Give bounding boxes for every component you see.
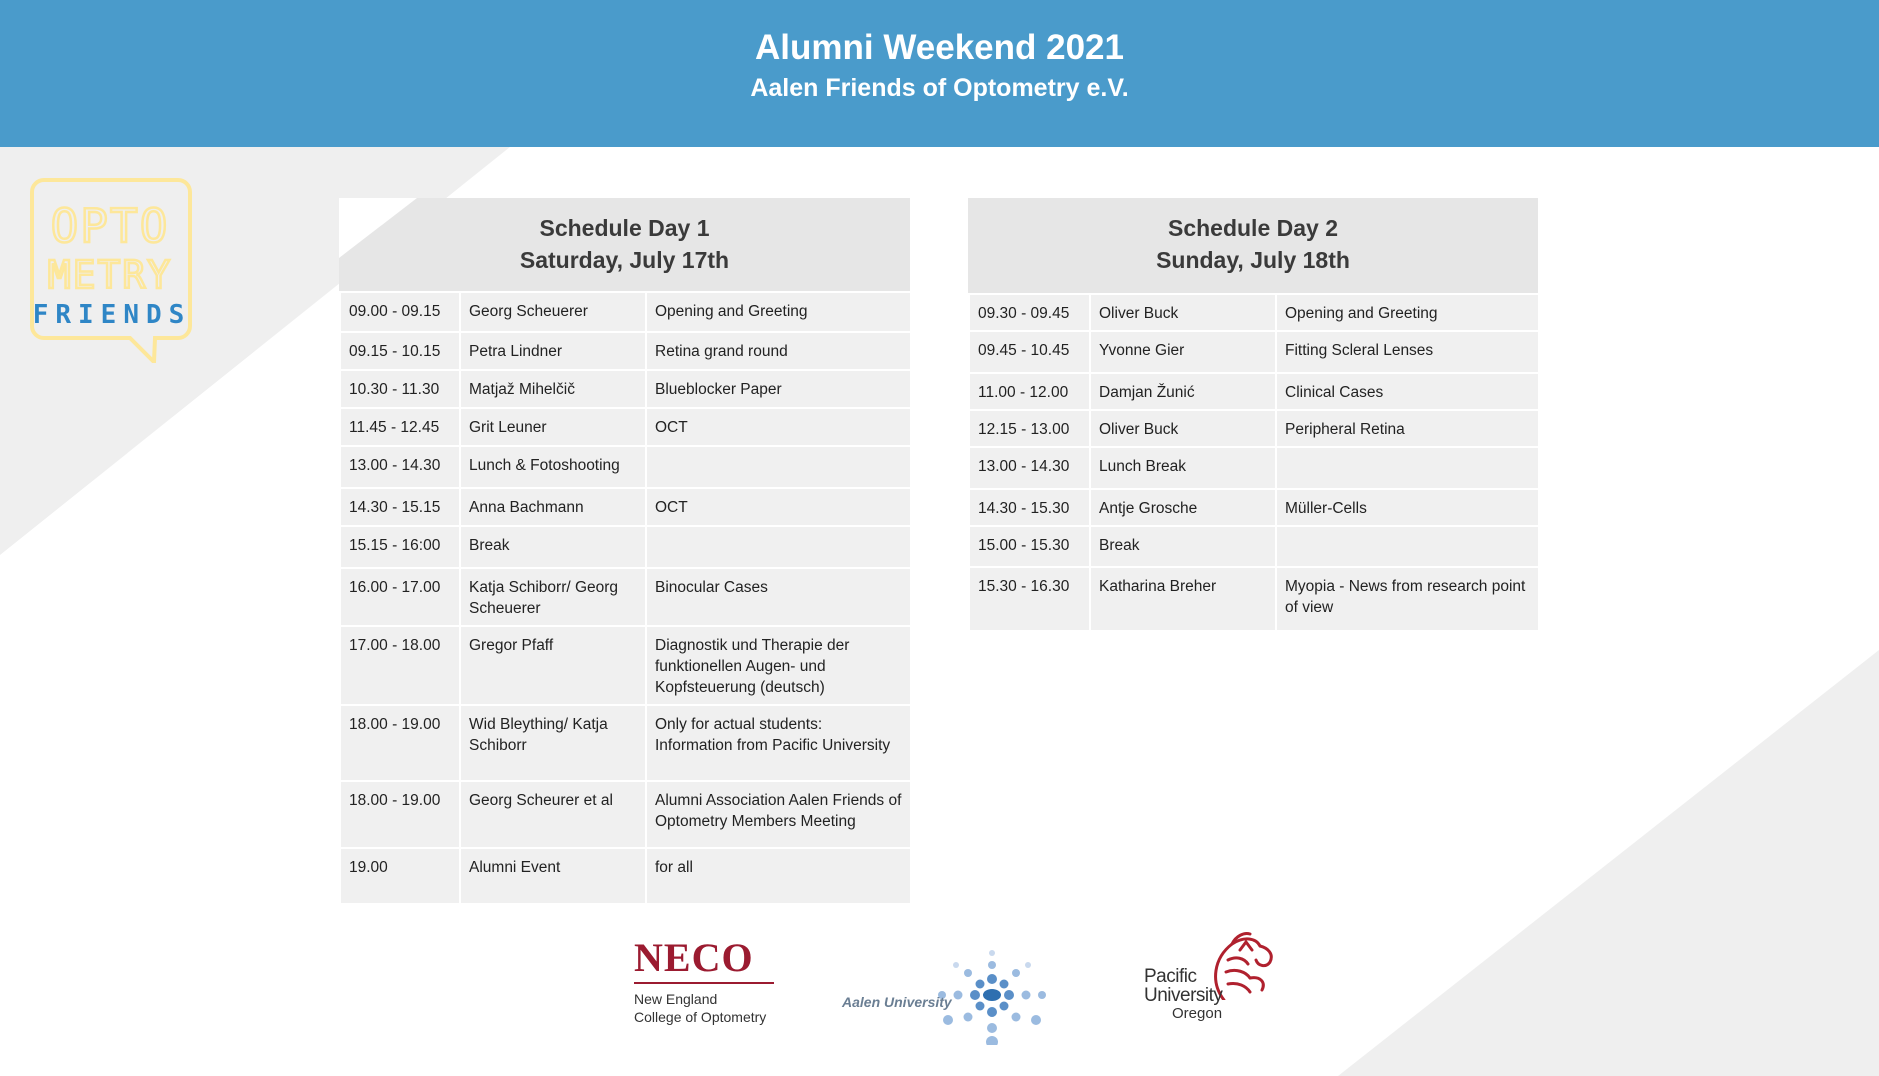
speaker-cell: Oliver Buck xyxy=(1090,294,1276,331)
page-title: Alumni Weekend 2021 xyxy=(755,28,1124,67)
time-cell: 09.30 - 09.45 xyxy=(969,294,1090,331)
schedule-day-2-date: Sunday, July 18th xyxy=(1156,247,1350,273)
time-cell: 15.00 - 15.30 xyxy=(969,526,1090,567)
time-cell: 18.00 - 19.00 xyxy=(340,781,460,848)
header-banner xyxy=(0,0,1879,147)
table-row xyxy=(969,373,1539,410)
topic-cell: Alumni Association Aalen Friends of Optometry Members Meeting xyxy=(646,781,911,848)
table-row xyxy=(969,526,1539,567)
time-cell: 16.00 - 17.00 xyxy=(340,568,460,626)
time-cell: 13.00 - 14.30 xyxy=(969,447,1090,489)
speaker-cell: Wid Bleything/ Katja Schiborr xyxy=(460,705,646,781)
speaker-cell: Antje Grosche xyxy=(1090,489,1276,526)
schedule-day-1-header xyxy=(339,198,910,291)
time-cell: 11.45 - 12.45 xyxy=(340,408,460,446)
topic-cell xyxy=(646,526,911,568)
table-row xyxy=(340,781,911,848)
speaker-cell: Lunch & Fotoshooting xyxy=(460,446,646,488)
table-row xyxy=(969,331,1539,373)
table-row xyxy=(340,292,911,332)
speaker-cell: Gregor Pfaff xyxy=(460,626,646,705)
time-cell: 12.15 - 13.00 xyxy=(969,410,1090,447)
pacific-line-2: University xyxy=(1144,985,1223,1006)
table-row xyxy=(340,446,911,488)
schedule-day-2-table xyxy=(968,293,1540,632)
table-row xyxy=(340,332,911,370)
logo-line-opto: OPTO xyxy=(50,199,170,253)
topic-cell: OCT xyxy=(646,408,911,446)
neco-wordmark: NECO xyxy=(634,935,754,980)
pacific-line-3: Oregon xyxy=(1172,1005,1223,1022)
schedule-day-1-title: Schedule Day 1 xyxy=(539,215,710,241)
speaker-cell: Anna Bachmann xyxy=(460,488,646,526)
speaker-cell: Oliver Buck xyxy=(1090,410,1276,447)
time-cell: 09.15 - 10.15 xyxy=(340,332,460,370)
pacific-line-1: Pacific xyxy=(1144,966,1197,987)
schedule-day-2 xyxy=(968,198,1538,632)
speaker-cell: Georg Scheurer et al xyxy=(460,781,646,848)
table-row xyxy=(969,489,1539,526)
topic-cell xyxy=(646,446,911,488)
time-cell: 15.30 - 16.30 xyxy=(969,567,1090,631)
aalen-university-logo xyxy=(840,945,1060,1045)
time-cell: 09.45 - 10.45 xyxy=(969,331,1090,373)
time-cell: 15.15 - 16:00 xyxy=(340,526,460,568)
schedule-day-2-title: Schedule Day 2 xyxy=(1167,215,1339,241)
table-row xyxy=(340,370,911,408)
table-row xyxy=(340,626,911,705)
speaker-cell: Katharina Breher xyxy=(1090,567,1276,631)
speaker-cell: Lunch Break xyxy=(1090,447,1276,489)
table-row xyxy=(969,567,1539,631)
topic-cell: Retina grand round xyxy=(646,332,911,370)
neco-rule xyxy=(634,982,774,984)
time-cell: 09.00 - 09.15 xyxy=(340,292,460,332)
topic-cell: Opening and Greeting xyxy=(1276,294,1539,331)
logo-line-friends: FRIENDS xyxy=(32,300,192,330)
schedule-day-1-date: Saturday, July 17th xyxy=(519,247,730,273)
time-cell: 11.00 - 12.00 xyxy=(969,373,1090,410)
page-subtitle: Aalen Friends of Optometry e.V. xyxy=(750,74,1129,102)
time-cell: 13.00 - 14.30 xyxy=(340,446,460,488)
topic-cell: Opening and Greeting xyxy=(646,292,911,332)
speaker-cell: Grit Leuner xyxy=(460,408,646,446)
topic-cell: Fitting Scleral Lenses xyxy=(1276,331,1539,373)
topic-cell: Myopia - News from research point of view xyxy=(1276,567,1539,631)
time-cell: 10.30 - 11.30 xyxy=(340,370,460,408)
table-row xyxy=(969,294,1539,331)
speaker-cell: Break xyxy=(1090,526,1276,567)
schedule-day-2-header xyxy=(968,198,1538,293)
speaker-cell: Katja Schiborr/ Georg Scheuerer xyxy=(460,568,646,626)
table-row xyxy=(340,408,911,446)
time-cell: 19.00 xyxy=(340,848,460,904)
topic-cell: Only for actual students: Information from Pacific University xyxy=(646,705,911,781)
neco-logo xyxy=(634,936,779,1026)
schedule-day-1 xyxy=(339,198,910,905)
table-row xyxy=(340,488,911,526)
time-cell: 14.30 - 15.30 xyxy=(969,489,1090,526)
speaker-cell: Damjan Žunić xyxy=(1090,373,1276,410)
topic-cell: for all xyxy=(646,848,911,904)
speaker-cell: Yvonne Gier xyxy=(1090,331,1276,373)
neco-line-1: New England xyxy=(634,991,718,1007)
topic-cell: OCT xyxy=(646,488,911,526)
partner-logos xyxy=(620,930,1280,1040)
topic-cell: Diagnostik und Therapie der funktionellen Augen- und Kopfsteuerung (deutsch) xyxy=(646,626,911,705)
table-row xyxy=(969,410,1539,447)
time-cell: 17.00 - 18.00 xyxy=(340,626,460,705)
speaker-cell: Georg Scheuerer xyxy=(460,292,646,332)
table-row xyxy=(340,568,911,626)
time-cell: 18.00 - 19.00 xyxy=(340,705,460,781)
neco-line-2: College of Optometry xyxy=(634,1009,767,1025)
topic-cell: Peripheral Retina xyxy=(1276,410,1539,447)
logo-line-metry: METRY xyxy=(47,253,173,297)
table-row xyxy=(969,447,1539,489)
table-row xyxy=(340,848,911,904)
topic-cell xyxy=(1276,447,1539,489)
topic-cell: Blueblocker Paper xyxy=(646,370,911,408)
time-cell: 14.30 - 15.15 xyxy=(340,488,460,526)
topic-cell: Binocular Cases xyxy=(646,568,911,626)
speaker-cell: Matjaž Mihelčič xyxy=(460,370,646,408)
schedule-day-1-table xyxy=(339,291,912,905)
topic-cell: Müller-Cells xyxy=(1276,489,1539,526)
speaker-cell: Petra Lindner xyxy=(460,332,646,370)
speaker-cell: Alumni Event xyxy=(460,848,646,904)
aalen-university-name: Aalen University xyxy=(842,994,952,1010)
topic-cell: Clinical Cases xyxy=(1276,373,1539,410)
table-row xyxy=(340,705,911,781)
speaker-cell: Break xyxy=(460,526,646,568)
table-row xyxy=(340,526,911,568)
optometry-friends-logo xyxy=(30,178,195,363)
topic-cell xyxy=(1276,526,1539,567)
pacific-university-logo xyxy=(1132,930,1282,1030)
